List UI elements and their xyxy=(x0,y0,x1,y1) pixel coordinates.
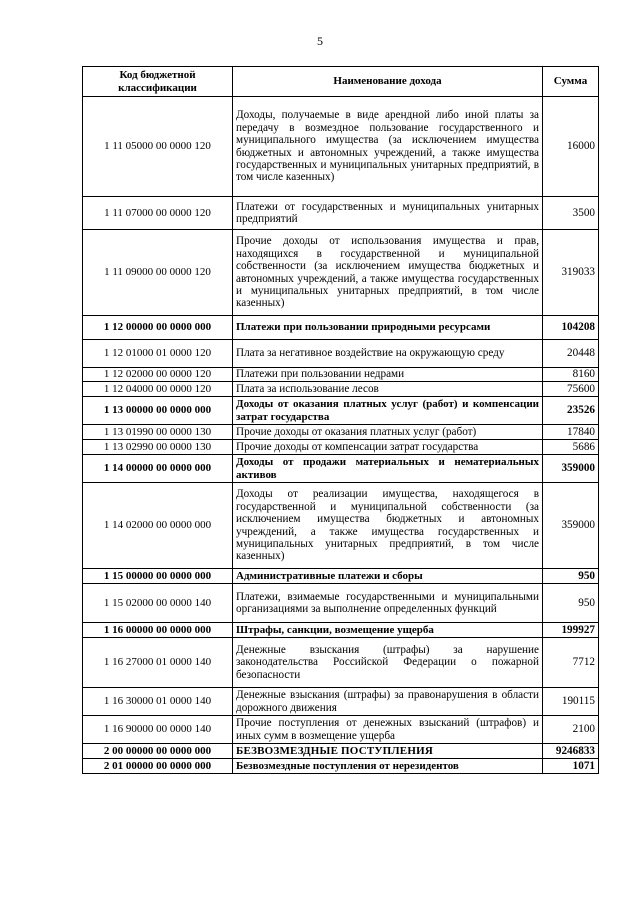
table-row xyxy=(83,316,599,340)
table-row xyxy=(83,716,599,744)
row-name: Платежи, взимаемые государственными и муниципальными организациями за выполнение определенных функций xyxy=(233,584,543,623)
row-code: 1 13 01990 00 0000 130 xyxy=(83,425,233,440)
table-row xyxy=(83,382,599,397)
table-row xyxy=(83,425,599,440)
row-code: 2 00 00000 00 0000 000 xyxy=(83,744,233,759)
row-amount: 359000 xyxy=(543,483,599,569)
table-row xyxy=(83,569,599,584)
revenue-table xyxy=(82,66,599,774)
row-name: Денежные взыскания (штрафы) за правонарушения в области дорожного движения xyxy=(233,688,543,716)
row-amount: 9246833 xyxy=(543,744,599,759)
row-amount: 23526 xyxy=(543,397,599,425)
row-name: Прочие доходы от компенсации затрат государства xyxy=(233,440,543,455)
row-name: Доходы от оказания платных услуг (работ) и компенсации затрат государства xyxy=(233,397,543,425)
row-amount: 2100 xyxy=(543,716,599,744)
row-name: БЕЗВОЗМЕЗДНЫЕ ПОСТУПЛЕНИЯ xyxy=(233,744,543,759)
row-name: Плата за использование лесов xyxy=(233,382,543,397)
row-code: 1 12 00000 00 0000 000 xyxy=(83,316,233,340)
row-amount: 319033 xyxy=(543,230,599,316)
row-code: 1 15 02000 00 0000 140 xyxy=(83,584,233,623)
row-name: Прочие поступления от денежных взысканий (штрафов) и иных сумм в возмещение ущерба xyxy=(233,716,543,744)
row-code: 1 12 04000 00 0000 120 xyxy=(83,382,233,397)
row-code: 1 13 00000 00 0000 000 xyxy=(83,397,233,425)
row-name: Доходы от продажи материальных и нематериальных активов xyxy=(233,455,543,483)
row-code: 1 15 00000 00 0000 000 xyxy=(83,569,233,584)
row-code: 1 11 09000 00 0000 120 xyxy=(83,230,233,316)
row-code: 2 01 00000 00 0000 000 xyxy=(83,759,233,774)
row-amount: 17840 xyxy=(543,425,599,440)
row-code: 1 14 02000 00 0000 000 xyxy=(83,483,233,569)
row-code: 1 16 30000 01 0000 140 xyxy=(83,688,233,716)
row-amount: 190115 xyxy=(543,688,599,716)
row-amount: 5686 xyxy=(543,440,599,455)
table-row xyxy=(83,623,599,638)
table-row xyxy=(83,97,599,197)
row-name: Доходы от реализации имущества, находящегося в государственной и муниципальной собственности (за исключением имущества бюджетных и автономных учреждений, а также имущества государственных и муниципальных унитарных предприятий, в том числе казенных) xyxy=(233,483,543,569)
row-name: Штрафы, санкции, возмещение ущерба xyxy=(233,623,543,638)
row-name: Денежные взыскания (штрафы) за нарушение законодательства Российской Федерации о пожарной безопасности xyxy=(233,638,543,688)
row-name: Доходы, получаемые в виде арендной либо иной платы за передачу в возмездное пользование государственного и муниципального имущества (за исключением имущества бюджетных и автономных учреждений, а также имущества государственных и муниципальных унитарных предприятий, в том числе казенных) xyxy=(233,97,543,197)
header-name: Наименование дохода xyxy=(233,67,543,97)
row-name: Платежи при пользовании недрами xyxy=(233,368,543,382)
table-row xyxy=(83,455,599,483)
row-code: 1 12 02000 00 0000 120 xyxy=(83,368,233,382)
table-row xyxy=(83,230,599,316)
row-code: 1 13 02990 00 0000 130 xyxy=(83,440,233,455)
row-amount: 359000 xyxy=(543,455,599,483)
row-amount: 1071 xyxy=(543,759,599,774)
row-code: 1 16 90000 00 0000 140 xyxy=(83,716,233,744)
table-row xyxy=(83,638,599,688)
row-code: 1 16 27000 01 0000 140 xyxy=(83,638,233,688)
row-code: 1 11 07000 00 0000 120 xyxy=(83,197,233,230)
table-row xyxy=(83,744,599,759)
header-amount: Сумма xyxy=(543,67,599,97)
row-name: Платежи при пользовании природными ресурсами xyxy=(233,316,543,340)
table-row xyxy=(83,197,599,230)
row-code: 1 16 00000 00 0000 000 xyxy=(83,623,233,638)
page-number: 5 xyxy=(317,34,323,48)
row-amount: 3500 xyxy=(543,197,599,230)
row-amount: 8160 xyxy=(543,368,599,382)
header-code: Код бюджетной классификации xyxy=(83,67,233,97)
row-amount: 16000 xyxy=(543,97,599,197)
table-row xyxy=(83,340,599,368)
row-amount: 75600 xyxy=(543,382,599,397)
row-code: 1 14 00000 00 0000 000 xyxy=(83,455,233,483)
row-amount: 199927 xyxy=(543,623,599,638)
table-header-row xyxy=(83,67,599,97)
table-row xyxy=(83,688,599,716)
row-name: Плата за негативное воздействие на окружающую среду xyxy=(233,340,543,368)
table-row xyxy=(83,584,599,623)
row-name: Прочие доходы от использования имущества и прав, находящихся в государственной и муниципальной собственности (за исключением имущества бюджетных и автономных учреждений, а также имущества государственных и муниципальных унитарных предприятий, в том числе казенных) xyxy=(233,230,543,316)
row-amount: 7712 xyxy=(543,638,599,688)
row-amount: 950 xyxy=(543,569,599,584)
table-row xyxy=(83,483,599,569)
table-row xyxy=(83,368,599,382)
row-code: 1 11 05000 00 0000 120 xyxy=(83,97,233,197)
table-row xyxy=(83,759,599,774)
table-row xyxy=(83,440,599,455)
row-name: Прочие доходы от оказания платных услуг (работ) xyxy=(233,425,543,440)
row-amount: 104208 xyxy=(543,316,599,340)
row-code: 1 12 01000 01 0000 120 xyxy=(83,340,233,368)
row-name: Административные платежи и сборы xyxy=(233,569,543,584)
row-name: Платежи от государственных и муниципальных унитарных предприятий xyxy=(233,197,543,230)
row-name: Безвозмездные поступления от нерезидентов xyxy=(233,759,543,774)
row-amount: 950 xyxy=(543,584,599,623)
table-row xyxy=(83,397,599,425)
row-amount: 20448 xyxy=(543,340,599,368)
